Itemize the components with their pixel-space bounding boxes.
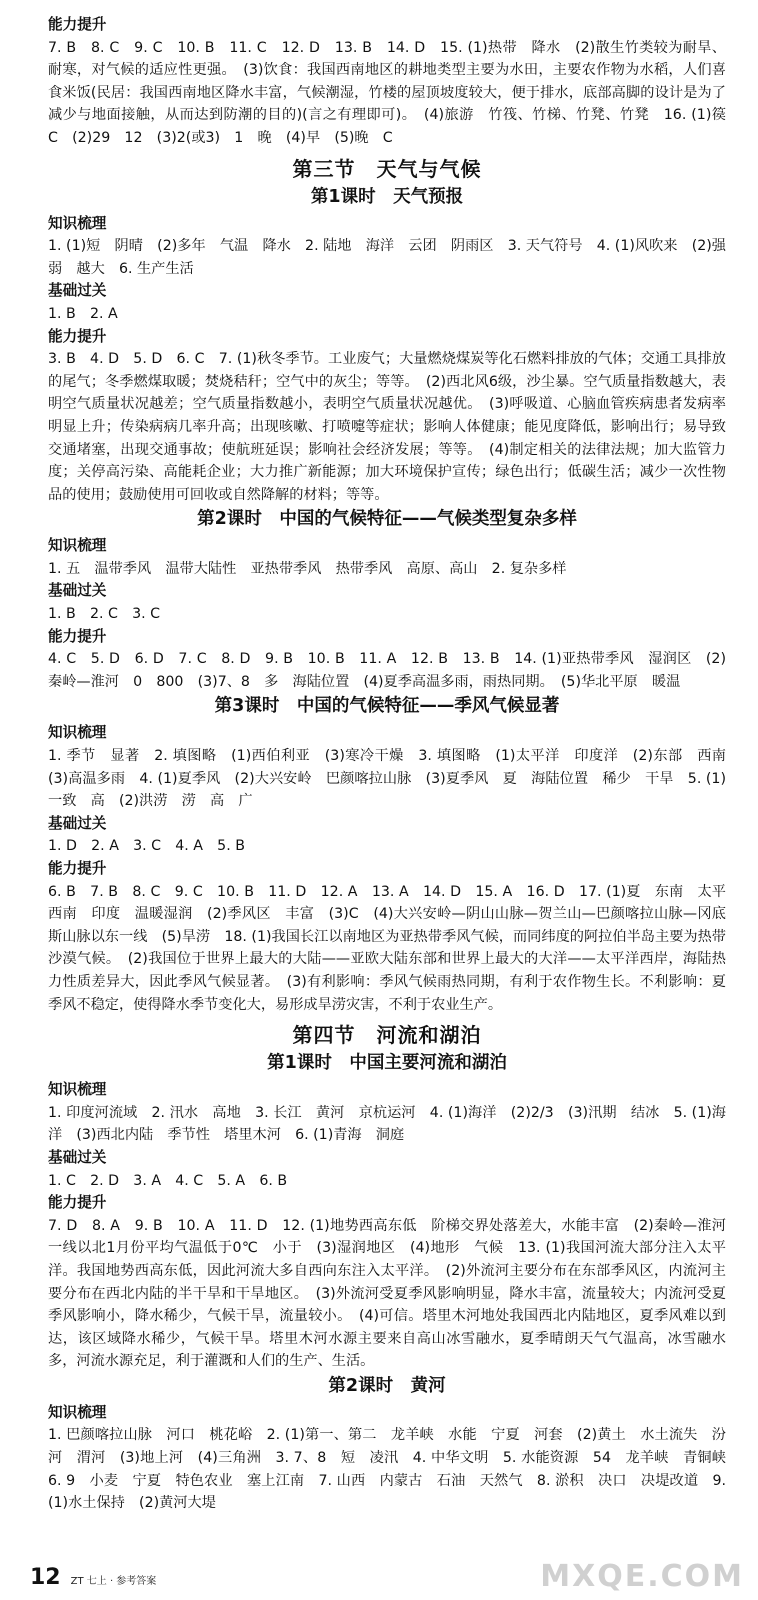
watermark-logo: MXQE.COM [540, 1559, 744, 1594]
section-label: 能力提升 [48, 627, 107, 645]
section-label: 能力提升 [48, 860, 107, 877]
answer-paragraph: 1. (1)短 阴晴 (2)多年 气温 降水 2. 陆地 海洋 云团 阴雨区 3. 天气符号 4. (1)风吹来 (2)强弱 越大 6. 生产生活 [48, 238, 726, 277]
section-label: 基础过关 [48, 814, 107, 832]
section-label: 知识梳理 [48, 724, 107, 742]
section-label: 基础过关 [48, 582, 107, 600]
answer-paragraph: 1. D 2. A 3. C 4. A 5. B [48, 838, 245, 855]
answer-paragraph: 1. 季节 显著 2. 填图略 (1)西伯利亚 (3)寒冷干燥 3. 填图略 (1)太平洋 印度洋 (2)东部 西南 (3)高温多雨 4. (1)夏季风 (2)大兴安岭 巴颜喀拉山脉 (3)夏季风 夏 海陆位置 稀少 干旱 5. (1)一致 高 (2)洪涝 涝 高 广 [48, 748, 741, 810]
lesson-heading: 第1课时 天气预报 [310, 186, 464, 207]
answer-paragraph: 7. D 8. A 9. B 10. A 11. D 12. (1)地势西高东低 阶梯交界处落差大，水能丰富 (2)秦岭—淮河一线以北1月份平均气温低于0℃ 小于 (3)湿润地区 (4)地形 气候 13. (1)我国河流大部分注入太平洋。我国地势西高东低，因此河流大多自西向东注入太平洋。 (2)外流河主要分布在东部季风区，内流河主要分布在西北内陆的半干旱和干旱地区。 (3)外流河受夏季风影响明显，降水丰富，流量较大；内流河受夏季风影响小，降水稀少，气候干旱，流量较小。 (4)可信。塔里木河地处我国西北内陆地区，夏季风难以到达，该区域降水稀少，气候干旱。塔里木河水源主要来自高山冰雪融水，夏季晴朗天气气温高，冰雪融水多，河流水源充足，利于灌溉和人们的生产、生活。 [48, 1217, 726, 1370]
answer-paragraph: 1. 巴颜喀拉山脉 河口 桃花峪 2. (1)第一、第二 龙羊峡 水能 宁夏 河套 (2)黄土 水土流失 汾河 渭河 (3)地上河 (4)三角洲 3. 7、8 短 凌汛 4. 中华文明 5. 水能资源 54 龙羊峡 青铜峡 6. 9 小麦 宁夏 特色农业 塞上江南 7. 山西 内蒙古 石油 天然气 8. 淤积 决口 决堤改道 9. (1)水土保持 (2)黄河大堤 [48, 1427, 741, 1512]
answer-paragraph: 3. B 4. D 5. D 6. C 7. (1)秋冬季节。工业废气；大量燃烧煤炭等化石燃料排放的气体；交通工具排放的尾气；冬季燃煤取暖；焚烧秸秆；空气中的灰尘；等等。 (2)西北风6级，沙尘暴。空气质量指数越大，表明空气质量状况越差；空气质量指数越小，表明空气质量状况越优。 (3)呼吸道、心脑血管疾病患者发病率明显上升；传染病病几率升高；出现咳嗽、打喷嚏等症状；影响人体健康；能见度降低，影响出行；易导致交通堵塞，出现交通事故；使航班延误；影响社会经济发展；等等。 (4)制定相关的法律法规；加大监管力度；关停高污染、高能耗企业；大力推广新能源；加大环境保护宣传；绿色出行；低碳生活；减少一次性物品的使用；鼓励使用可回收或自然降解的材料；等等。 [48, 351, 726, 503]
answer-paragraph: 1. 印度河流域 2. 汛水 高地 3. 长江 黄河 京杭运河 4. (1)海洋 (2)2/3 (3)汛期 结冰 5. (1)海洋 (3)西北内陆 季节性 塔里木河 6. (1)青海 洞庭 [48, 1104, 726, 1144]
section-label: 知识梳理 [48, 214, 107, 232]
section-label: 能力提升 [48, 327, 107, 345]
lesson-heading: 第3课时 中国的气候特征——季风气候显著 [214, 696, 560, 717]
answer-paragraph: 1. B 2. A [48, 305, 118, 322]
lesson-heading: 第1课时 中国主要河流和湖泊 [267, 1053, 507, 1074]
answer-paragraph: 1. B 2. C 3. C [48, 606, 161, 623]
section-heading: 第三节 天气与气候 [292, 156, 482, 181]
answer-paragraph: 7. B 8. C 9. C 10. B 11. C 12. D 13. B 14. D 15. (1)热带 降水 (2)散生竹类较为耐旱、耐寒，对气候的适应性更强。 (3)饮食：我国西南地区的耕地类型主要为水田，主要农作物为水稻，人们喜食米饭(民居：我国西南地区降水丰富，气候潮湿，竹楼的屋顶坡度较大，便于排水，底部高脚的设计是为了减少与地面接触，从而达到防潮的目的)(言之有理即可)。 (4)旅游 竹筏、竹梯、竹凳、竹凳 16. (1)篌 C (2)29 12 (3)2(或3) 1 晚 (4)早 (5)晚 C [48, 39, 741, 146]
section-heading: 第四节 河流和湖泊 [292, 1023, 482, 1048]
answer-paragraph: 1. C 2. D 3. A 4. C 5. A 6. B [48, 1172, 288, 1189]
page-footer [30, 1565, 156, 1590]
answer-page [48, 14, 741, 1515]
section-label: 基础过关 [48, 282, 107, 300]
answer-paragraph: 6. B 7. B 8. C 9. C 10. B 11. D 12. A 13. A 14. D 15. A 16. D 17. (1)夏 东南 太平 西南 印度 温暖湿润 (2)季风区 丰富 (3)C (4)大兴安岭—阴山山脉—贺兰山—巴颜喀拉山脉—冈底斯山脉以东一线 (5)旱涝 18. (1)我国长江以南地区为亚热带季风气候，而同纬度的阿拉伯半岛主要为热带沙漠气候。 (2)我国位于世界上最大的大陆——亚欧大陆东部和世界上最大的大洋——太平洋西岸，海陆热力性质差异大，因此季风气候显著。 (3)有利影响：季风气候雨热同期，有利于农作物生长。不利影响：夏季风不稳定，使得降水季节变化大，易形成旱涝灾害，不利于农业生产。 [48, 883, 741, 1013]
answer-paragraph: 4. C 5. D 6. D 7. C 8. D 9. B 10. B 11. A 12. B 13. B 14. (1)亚热带季风 湿润区 (2)秦岭—淮河 0 800 (3)7、8 多 海陆位置 (4)夏季高温多雨，雨热同期。 (5)华北平原 暖温 [48, 651, 726, 690]
page-number: 12 [30, 1565, 61, 1590]
answer-paragraph: 1. 五 温带季风 温带大陆性 亚热带季风 热带季风 高原、高山 2. 复杂多样 [48, 560, 567, 577]
section-label: 基础过关 [48, 1148, 107, 1166]
footer-label: ZT 七上 · 参考答案 [70, 1576, 157, 1587]
lesson-heading: 第2课时 中国的气候特征——气候类型复杂多样 [197, 509, 577, 530]
section-label: 知识梳理 [48, 1403, 107, 1421]
lesson-heading: 第2课时 黄河 [328, 1375, 446, 1396]
section-label: 知识梳理 [48, 1081, 107, 1099]
section-label: 能力提升 [48, 1194, 107, 1212]
section-label: 能力提升 [48, 16, 107, 33]
section-label: 知识梳理 [48, 537, 107, 555]
